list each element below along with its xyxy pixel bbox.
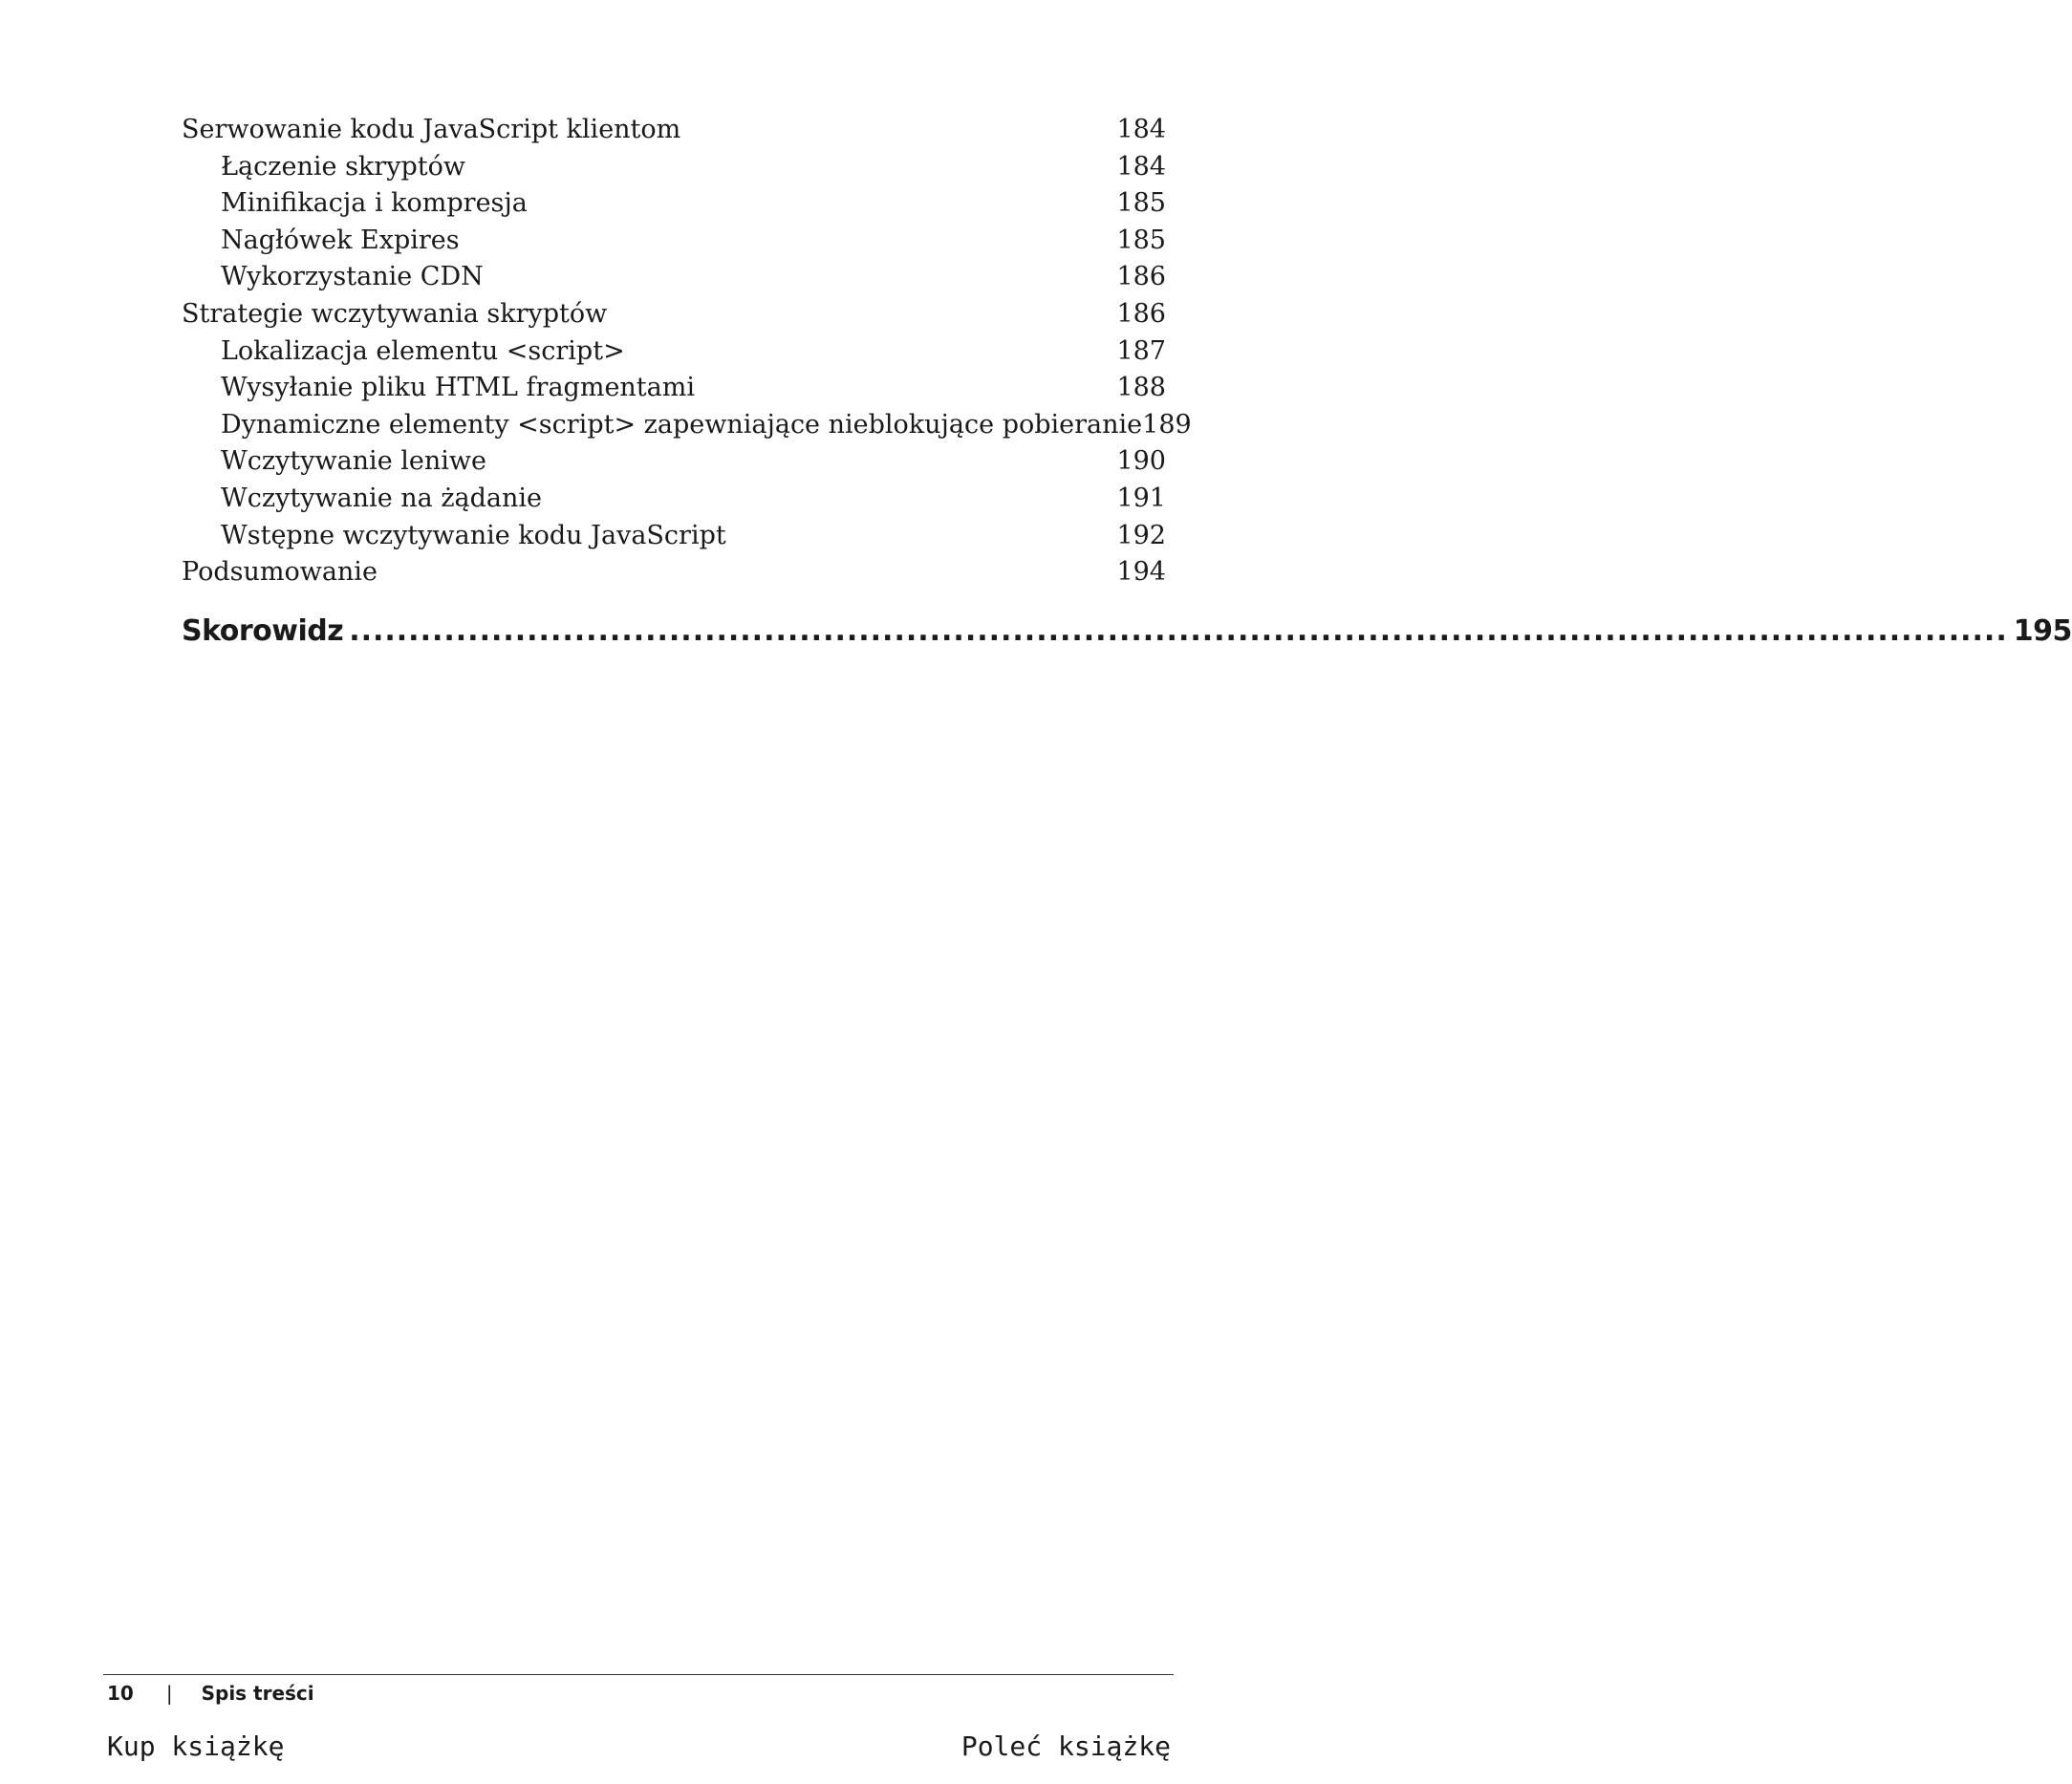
toc-entry-title: Strategie wczytywania skryptów bbox=[182, 298, 608, 329]
toc-entry-page: 194 bbox=[1116, 557, 1166, 588]
chapter-title: Skorowidz bbox=[182, 614, 344, 648]
section-name: Spis treści bbox=[201, 1682, 314, 1705]
toc-entry-title: Wysyłanie pliku HTML fragmentami bbox=[221, 373, 695, 403]
toc-chapter-index bbox=[182, 614, 2072, 648]
toc-subentry bbox=[182, 333, 1166, 371]
running-footer bbox=[107, 1682, 314, 1705]
dot-leader: ............................................................................................................................................ bbox=[349, 614, 2008, 648]
toc-entry-title: Nagłówek Expires bbox=[221, 225, 460, 255]
toc-subentry bbox=[182, 259, 1166, 296]
toc-subentry bbox=[182, 370, 1166, 407]
toc-entry bbox=[182, 112, 1166, 149]
footer-separator: | bbox=[165, 1682, 173, 1705]
recommend-book-link[interactable]: Poleć książkę bbox=[960, 1730, 1171, 1762]
buy-book-link[interactable]: Kup książkę bbox=[107, 1730, 285, 1762]
toc-entry-page: 184 bbox=[1116, 151, 1166, 182]
toc-entry-title: Lokalizacja elementu <script> bbox=[221, 335, 625, 366]
toc-subentry bbox=[182, 223, 1166, 260]
toc-entry-title: Wczytywanie leniwe bbox=[221, 446, 486, 477]
toc-entry-page: 186 bbox=[1116, 298, 1166, 329]
toc-subentry bbox=[182, 185, 1166, 223]
toc-entry bbox=[182, 296, 1166, 333]
toc-entry-title: Dynamiczne elementy <script> zapewniające nieblokujące pobieranie bbox=[221, 409, 1143, 440]
page-number: 10 bbox=[107, 1682, 134, 1705]
toc-subentry bbox=[182, 443, 1166, 481]
toc-entry-page: 185 bbox=[1116, 225, 1166, 255]
toc-entry-title: Wczytywanie na żądanie bbox=[221, 483, 543, 513]
toc-subentry bbox=[182, 407, 1192, 444]
toc-entry-page: 190 bbox=[1116, 446, 1166, 477]
toc-subentry bbox=[182, 518, 1166, 555]
toc-entry-page: 189 bbox=[1142, 409, 1192, 440]
toc-entry-page: 186 bbox=[1116, 262, 1166, 292]
toc-entry-page: 185 bbox=[1116, 188, 1166, 219]
toc-entry-page: 192 bbox=[1116, 520, 1166, 550]
toc-entry-page: 184 bbox=[1116, 115, 1166, 144]
toc-subentry bbox=[182, 149, 1166, 186]
footer-divider bbox=[103, 1674, 1174, 1675]
toc-entry-title: Wstępne wczytywanie kodu JavaScript bbox=[221, 520, 726, 550]
toc-entry bbox=[182, 554, 1166, 591]
toc-entry-page: 188 bbox=[1116, 373, 1166, 403]
toc-entry-page: 187 bbox=[1116, 335, 1166, 366]
toc-entry-title: Wykorzystanie CDN bbox=[221, 262, 484, 292]
toc-entry-title: Łączenie skryptów bbox=[221, 151, 465, 182]
toc-subentry bbox=[182, 481, 1166, 518]
toc-entry-title: Serwowanie kodu JavaScript klientom bbox=[182, 115, 681, 144]
table-of-contents bbox=[182, 112, 1192, 591]
toc-entry-title: Podsumowanie bbox=[182, 557, 378, 588]
toc-entry-title: Minifikacja i kompresja bbox=[221, 188, 528, 219]
toc-entry-page: 191 bbox=[1116, 483, 1166, 513]
chapter-page: 195 bbox=[2013, 614, 2072, 648]
